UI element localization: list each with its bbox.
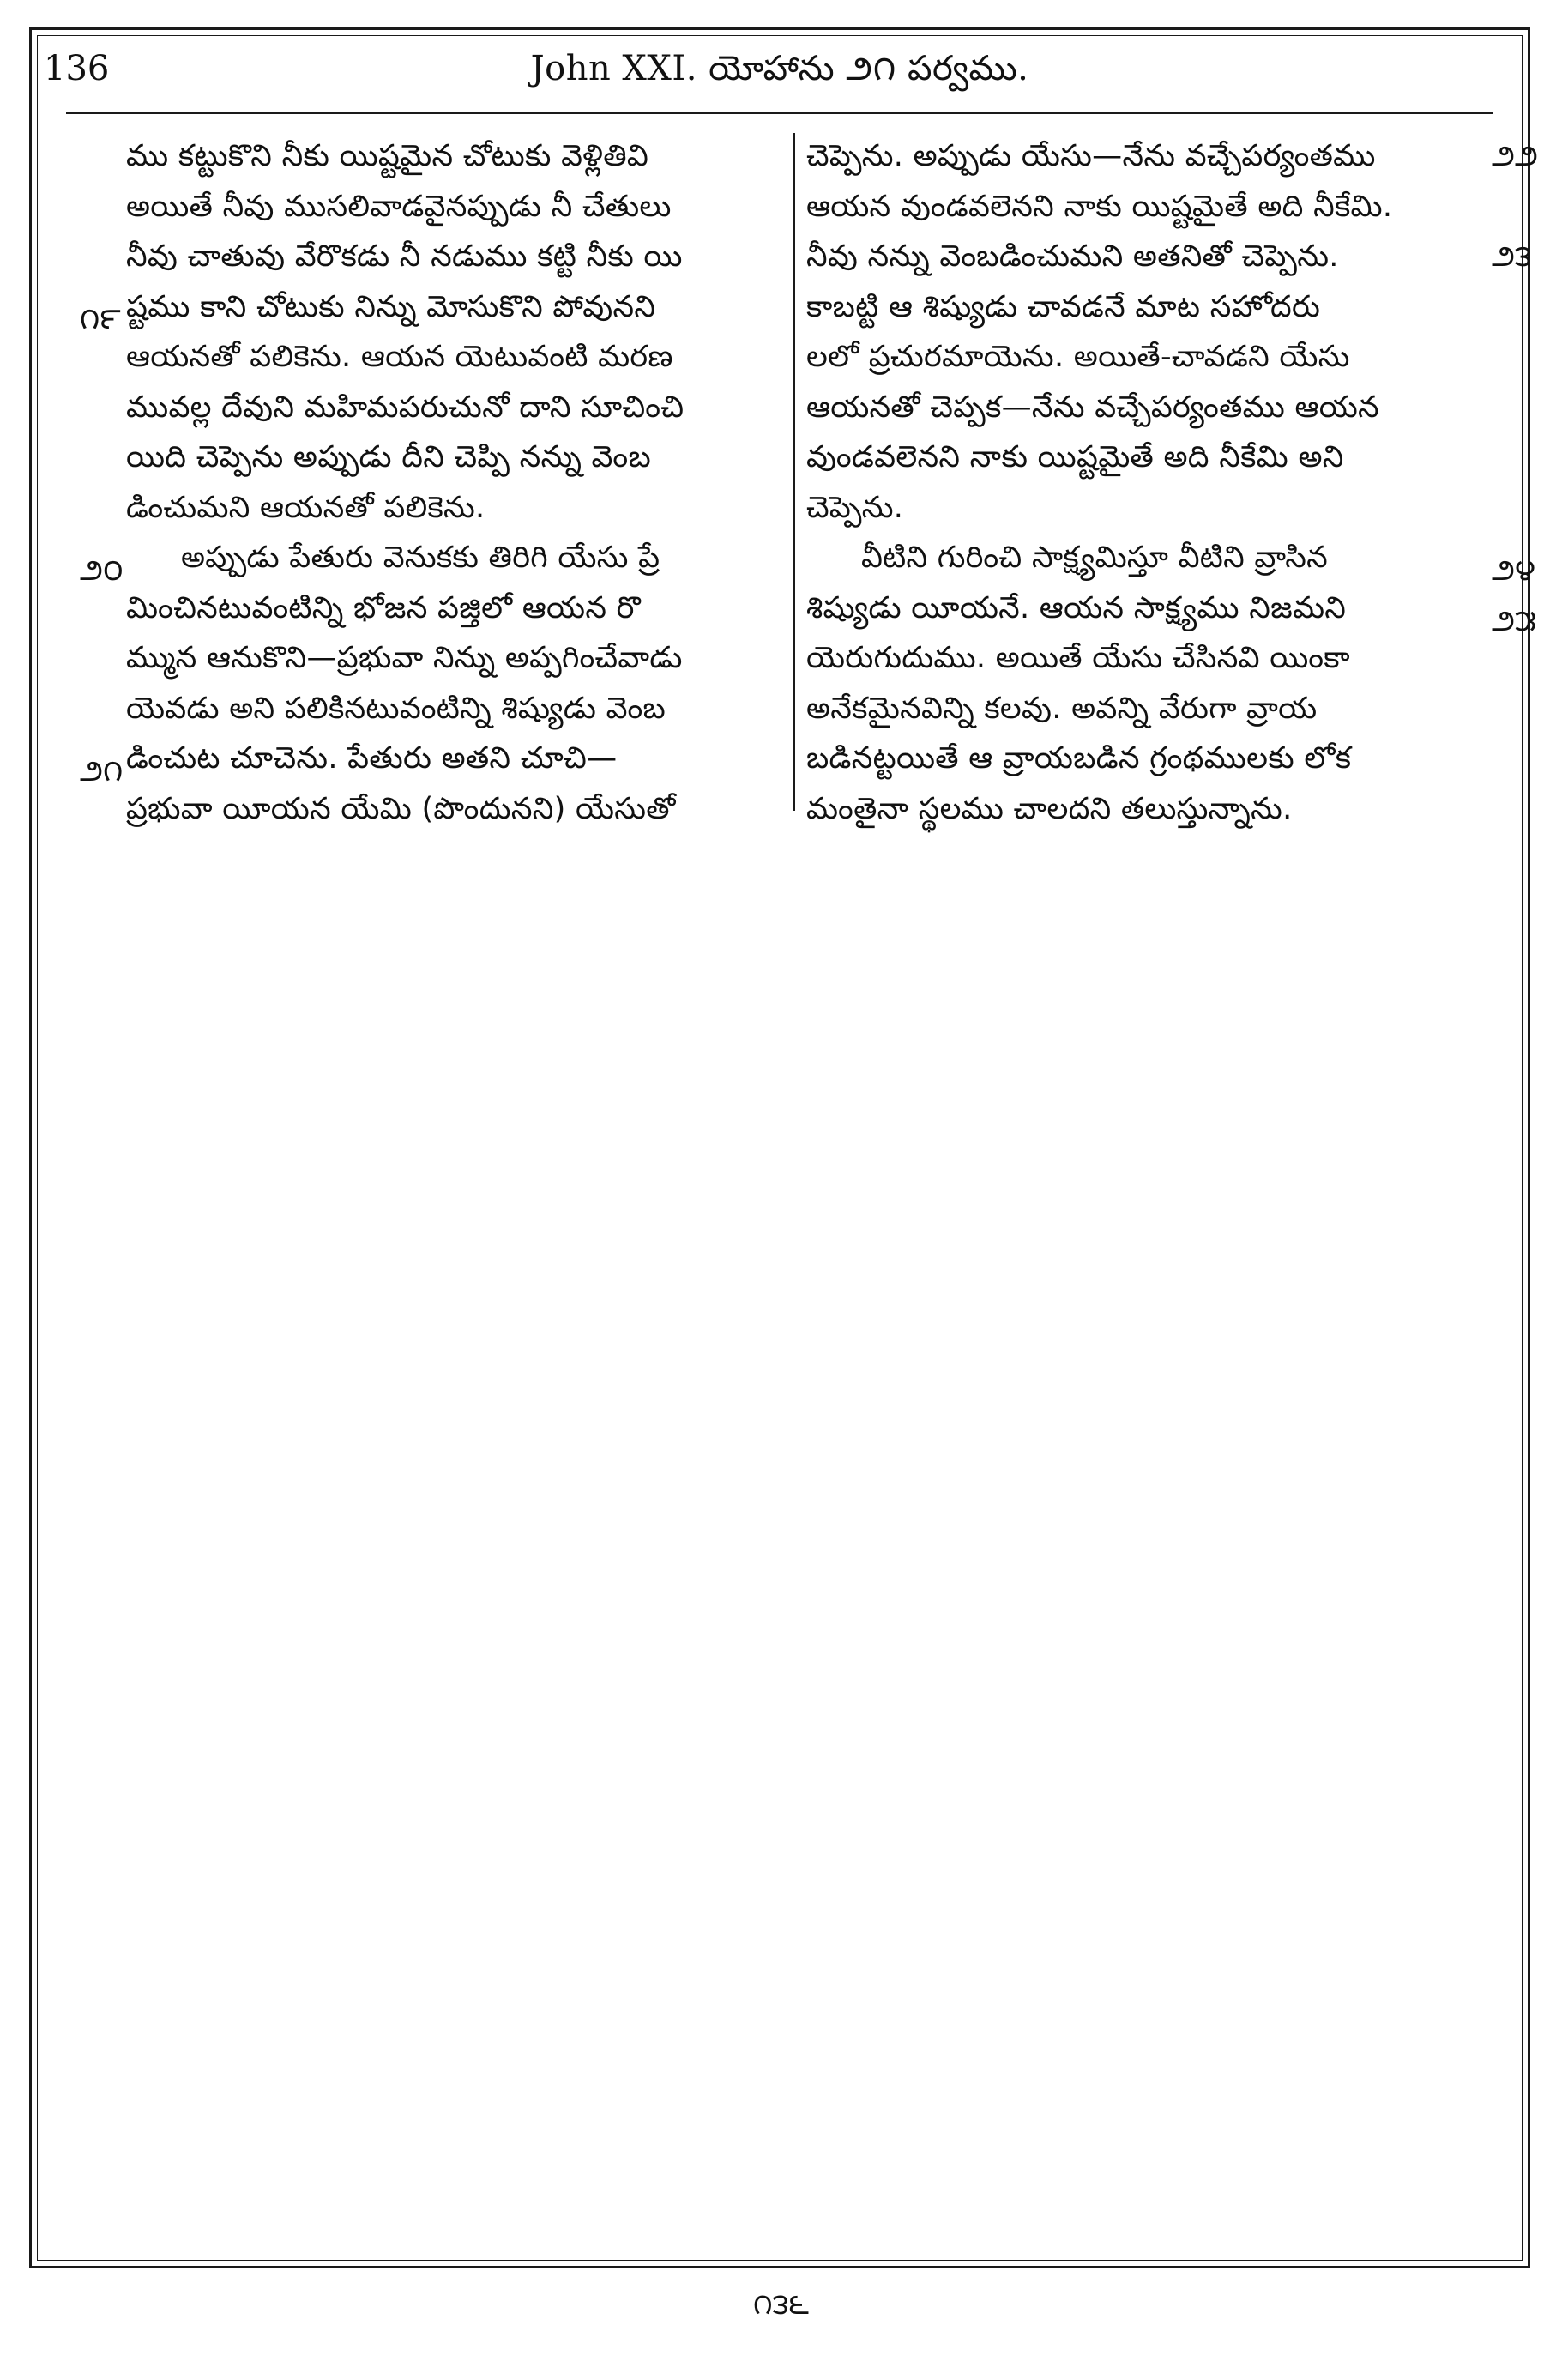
- text-line: చెప్పెను.: [806, 490, 904, 525]
- text-line: మించినటువంటిన్ని భోజన పజ్తిలో ఆయన రొ: [126, 590, 642, 625]
- verse-number-19: ౧౯: [80, 302, 121, 336]
- text-line: యిది చెప్పెను అప్పుడు దీని చెప్పి నన్ను వెంబ: [126, 440, 652, 474]
- text-line: ఆయన వుండవలెనని నాకు యిష్టమైతే అది నీకేమి.: [806, 189, 1393, 224]
- text-line: యెవడు అని పలికినటువంటిన్ని శిష్యుడు వెంబ: [126, 691, 666, 726]
- text-line: ము కట్టుకొని నీకు యిష్టమైన చోటుకు వెళ్లితివి: [126, 139, 649, 173]
- text-line: డించుమని ఆయనతో పలికెను.: [126, 490, 485, 525]
- text-line: ష్టము కాని చోటుకు నిన్ను మోసుకొని పోవునని: [126, 289, 656, 324]
- text-line: ప్రభువా యీయన యేమి (పొందునని) యేసుతో: [126, 791, 676, 826]
- right-column: [806, 131, 1462, 834]
- verse-number-21: ౨౧: [80, 754, 124, 788]
- text-line: చెప్పెను. అప్పుడు యేసు—నేను వచ్చేపర్యంతము: [806, 139, 1376, 173]
- text-line: వీటిని గురించి సాక్ష్యమిస్తూ వీటిని వ్రాసిన: [861, 541, 1329, 575]
- verse-number-20: ౨౦: [80, 553, 124, 588]
- text-line: మ్మున ఆనుకొని—ప్రభువా నిన్ను అప్పగించేవాడు: [126, 641, 683, 675]
- text-line: శిష్యుడు యీయనే. ఆయన సాక్ష్యము నిజమని: [806, 590, 1347, 625]
- text-line: డించుట చూచెను. పేతురు అతని చూచి—: [126, 741, 618, 776]
- page-number: 136: [44, 49, 110, 88]
- verse-number-22: ౨౨: [1492, 139, 1539, 173]
- signature-mark: ౧౩౬: [753, 2287, 809, 2322]
- text-line: అనేకమైనవిన్ని కలవు. అవన్ని వేరుగా వ్రాయ: [806, 691, 1318, 726]
- text-line: కాబట్టి ఆ శిష్యుడు చావడనే మాట సహోదరు: [806, 289, 1321, 324]
- text-line: ఆయనతో పలికెను. ఆయన యెటువంటి మరణ: [126, 340, 673, 374]
- page-frame: [29, 27, 1539, 2268]
- text-line: ఆయనతో చెప్పక—నేను వచ్చేపర్యంతము ఆయన: [806, 390, 1379, 425]
- text-line: వుండవలెనని నాకు యిష్టమైతే అది నీకేమి అని: [806, 440, 1344, 474]
- text-line: బడినట్టయితే ఆ వ్రాయబడిన గ్రంథములకు లోక: [806, 741, 1352, 776]
- text-line: అయితే నీవు ముసలివాడవైనప్పుడు నీ చేతులు: [126, 189, 672, 224]
- running-title: John XXI. యోహాను ౨౧ పర్వము.: [530, 49, 1029, 88]
- text-line: మంతైనా స్థలము చాలదని తలుస్తున్నాను.: [806, 791, 1293, 826]
- text-line: అప్పుడు పేతురు వెనుకకు తిరిగి యేసు ప్రే: [181, 541, 660, 575]
- page-header: [32, 30, 1528, 112]
- column-divider: [793, 133, 795, 811]
- header-rule: [66, 112, 1493, 114]
- text-line: నీవు నన్ను వెంబడించుమని అతనితో చెప్పెను.: [806, 239, 1339, 274]
- text-line: మువల్ల దేవుని మహిమపరుచునో దాని సూచించి: [126, 390, 685, 425]
- text-line: నీవు చాతువు వేరొకడు నీ నడుము కట్టి నీకు యి: [126, 239, 683, 274]
- verse-number-25: ౨౫: [1492, 604, 1536, 638]
- text-line: లలో ప్రచురమాయెను. అయితే-చావడని యేసు: [806, 340, 1350, 374]
- left-column: [126, 131, 782, 834]
- verse-number-24: ౨౪: [1492, 553, 1536, 588]
- text-line: యెరుగుదుము. అయితే యేసు చేసినవి యింకా: [806, 641, 1350, 675]
- verse-number-23: ౨౩: [1492, 239, 1532, 274]
